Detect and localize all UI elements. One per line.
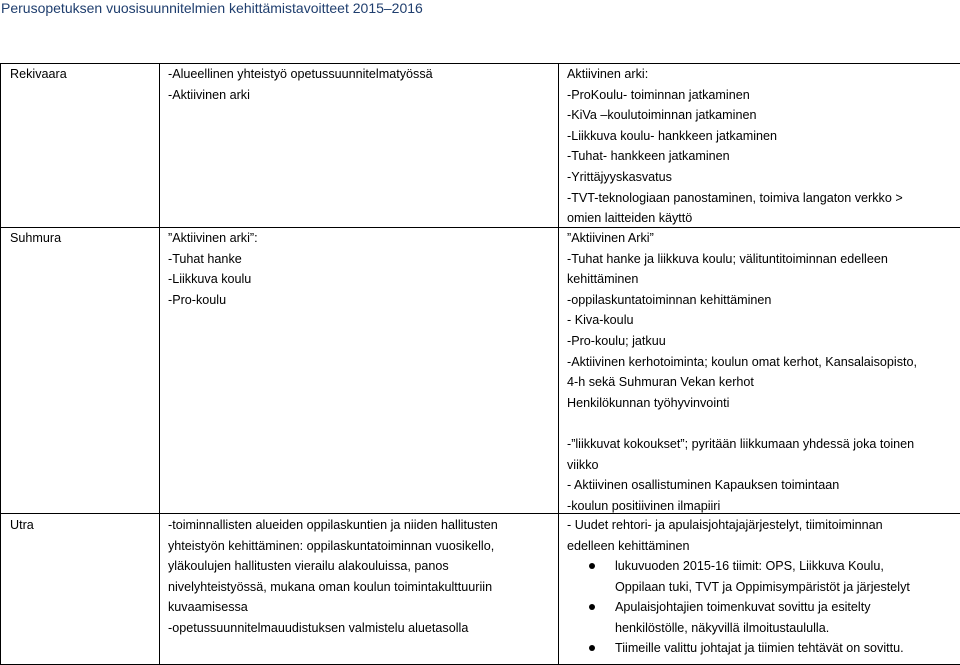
- action-line: -KiVa –koulutoiminnan jatkaminen: [567, 108, 757, 123]
- bullet-continuation: [615, 577, 910, 598]
- target-line: nivelyhteistyössä, mukana oman koulun toimintakulttuuriin: [168, 579, 493, 594]
- document-header: [0, 0, 960, 18]
- target-line: -Pro-koulu: [168, 292, 227, 307]
- action-line: -”liikkuvat kokoukset”; pyritään liikkumaan yhdessä joka toinen: [567, 436, 915, 451]
- action-line: ”Aktiivinen Arki”: [567, 231, 654, 245]
- action-line: -Liikkuva koulu- hankkeen jatkaminen: [567, 128, 778, 143]
- bullet-item: [615, 638, 910, 659]
- utra-bullet-list: [615, 556, 910, 659]
- school-name-utra: [10, 515, 34, 536]
- action-line: -Tuhat hanke ja liikkuva koulu; välituntitoiminnan edelleen: [567, 251, 888, 266]
- utra-targets: [168, 515, 498, 639]
- bullet-text: henkilöstölle, näkyvillä ilmoitustaululla.: [615, 620, 830, 635]
- bullet-icon: [589, 563, 595, 569]
- bullet-text: Apulaisjohtajien toimenkuvat sovittu ja esitelty: [615, 600, 871, 615]
- rekivaara-actions: [567, 64, 903, 229]
- action-line: - Kiva-koulu: [567, 313, 634, 328]
- column-divider-1: [159, 63, 160, 665]
- action-line: -Pro-koulu; jatkuu: [567, 333, 666, 348]
- action-line: viikko: [567, 457, 599, 472]
- action-line: -Aktiivinen kerhotoiminta; koulun omat kerhot, Kansalaisopisto,: [567, 354, 918, 369]
- target-line: yhteistyön kehittäminen: oppilaskuntatoiminnan vuosikello,: [168, 538, 495, 553]
- target-line: kuvaamisessa: [168, 600, 248, 615]
- action-line: omien laitteiden käyttö: [567, 211, 693, 226]
- bullet-text: Tiimeille valittu johtajat ja tiimien tehtävät on sovittu.: [615, 641, 904, 656]
- target-line: -Liikkuva koulu: [168, 272, 252, 287]
- action-line: Henkilökunnan työhyvinvointi: [567, 395, 730, 410]
- target-line: ”Aktiivinen arki”:: [168, 231, 258, 245]
- bullet-text: Oppilaan tuki, TVT ja Oppimisympäristöt ja järjestelyt: [615, 579, 910, 594]
- suhmura-actions: [567, 228, 917, 516]
- bullet-icon: [589, 645, 595, 651]
- target-line: yläkoulujen hallitusten vierailu alakouluissa, panos: [168, 559, 449, 574]
- school-name: Utra: [10, 518, 34, 532]
- action-line: - Aktiivinen osallistuminen Kapauksen toimintaan: [567, 478, 840, 493]
- bullet-icon: [589, 604, 595, 610]
- action-line: -TVT-teknologiaan panostaminen, toimiva langaton verkko >: [567, 190, 903, 205]
- target-line: -opetussuunnitelmauudistuksen valmistelu aluetasolla: [168, 620, 469, 635]
- table-left-border: [0, 63, 1, 665]
- bullet-item: [615, 597, 910, 618]
- target-line: -Aktiivinen arki: [168, 87, 250, 102]
- row-divider-2: [0, 513, 960, 514]
- action-line: kehittäminen: [567, 272, 639, 287]
- school-name-suhmura: [10, 228, 61, 249]
- target-line: -Tuhat hanke: [168, 251, 242, 266]
- action-line: -Tuhat- hankkeen jatkaminen: [567, 149, 730, 164]
- action-line: edelleen kehittäminen: [567, 538, 690, 553]
- action-line: -koulun positiivinen ilmapiiri: [567, 498, 721, 513]
- target-line: -toiminnallisten alueiden oppilaskuntien ja niiden hallitusten: [168, 518, 498, 532]
- column-divider-2: [558, 63, 559, 665]
- action-line: -oppilaskuntatoiminnan kehittäminen: [567, 292, 772, 307]
- school-name-rekivaara: [10, 64, 67, 85]
- row-divider-1: [0, 227, 960, 228]
- document-title: Perusopetuksen vuosisuunnitelmien kehittämistavoitteet 2015–2016: [1, 0, 423, 16]
- utra-actions: [567, 515, 883, 556]
- school-name: Rekivaara: [10, 67, 67, 81]
- action-line: 4-h sekä Suhmuran Vekan kerhot: [567, 375, 754, 390]
- bullet-continuation: [615, 618, 910, 639]
- action-line-blank: [567, 413, 917, 434]
- action-line: -ProKoulu- toiminnan jatkaminen: [567, 87, 750, 102]
- school-name: Suhmura: [10, 231, 62, 245]
- rekivaara-targets: [168, 64, 433, 105]
- bullet-text: lukuvuoden 2015-16 tiimit: OPS, Liikkuva Koulu,: [615, 559, 884, 573]
- action-line: -Yrittäjyyskasvatus: [567, 169, 672, 184]
- action-line: - Uudet rehtori- ja apulaisjohtajajärjestelyt, tiimitoiminnan: [567, 518, 883, 532]
- bullet-item: [615, 556, 910, 577]
- target-line: -Alueellinen yhteistyö opetussuunnitelmatyössä: [168, 67, 433, 81]
- action-line: Aktiivinen arki:: [567, 67, 649, 81]
- suhmura-targets: [168, 228, 258, 310]
